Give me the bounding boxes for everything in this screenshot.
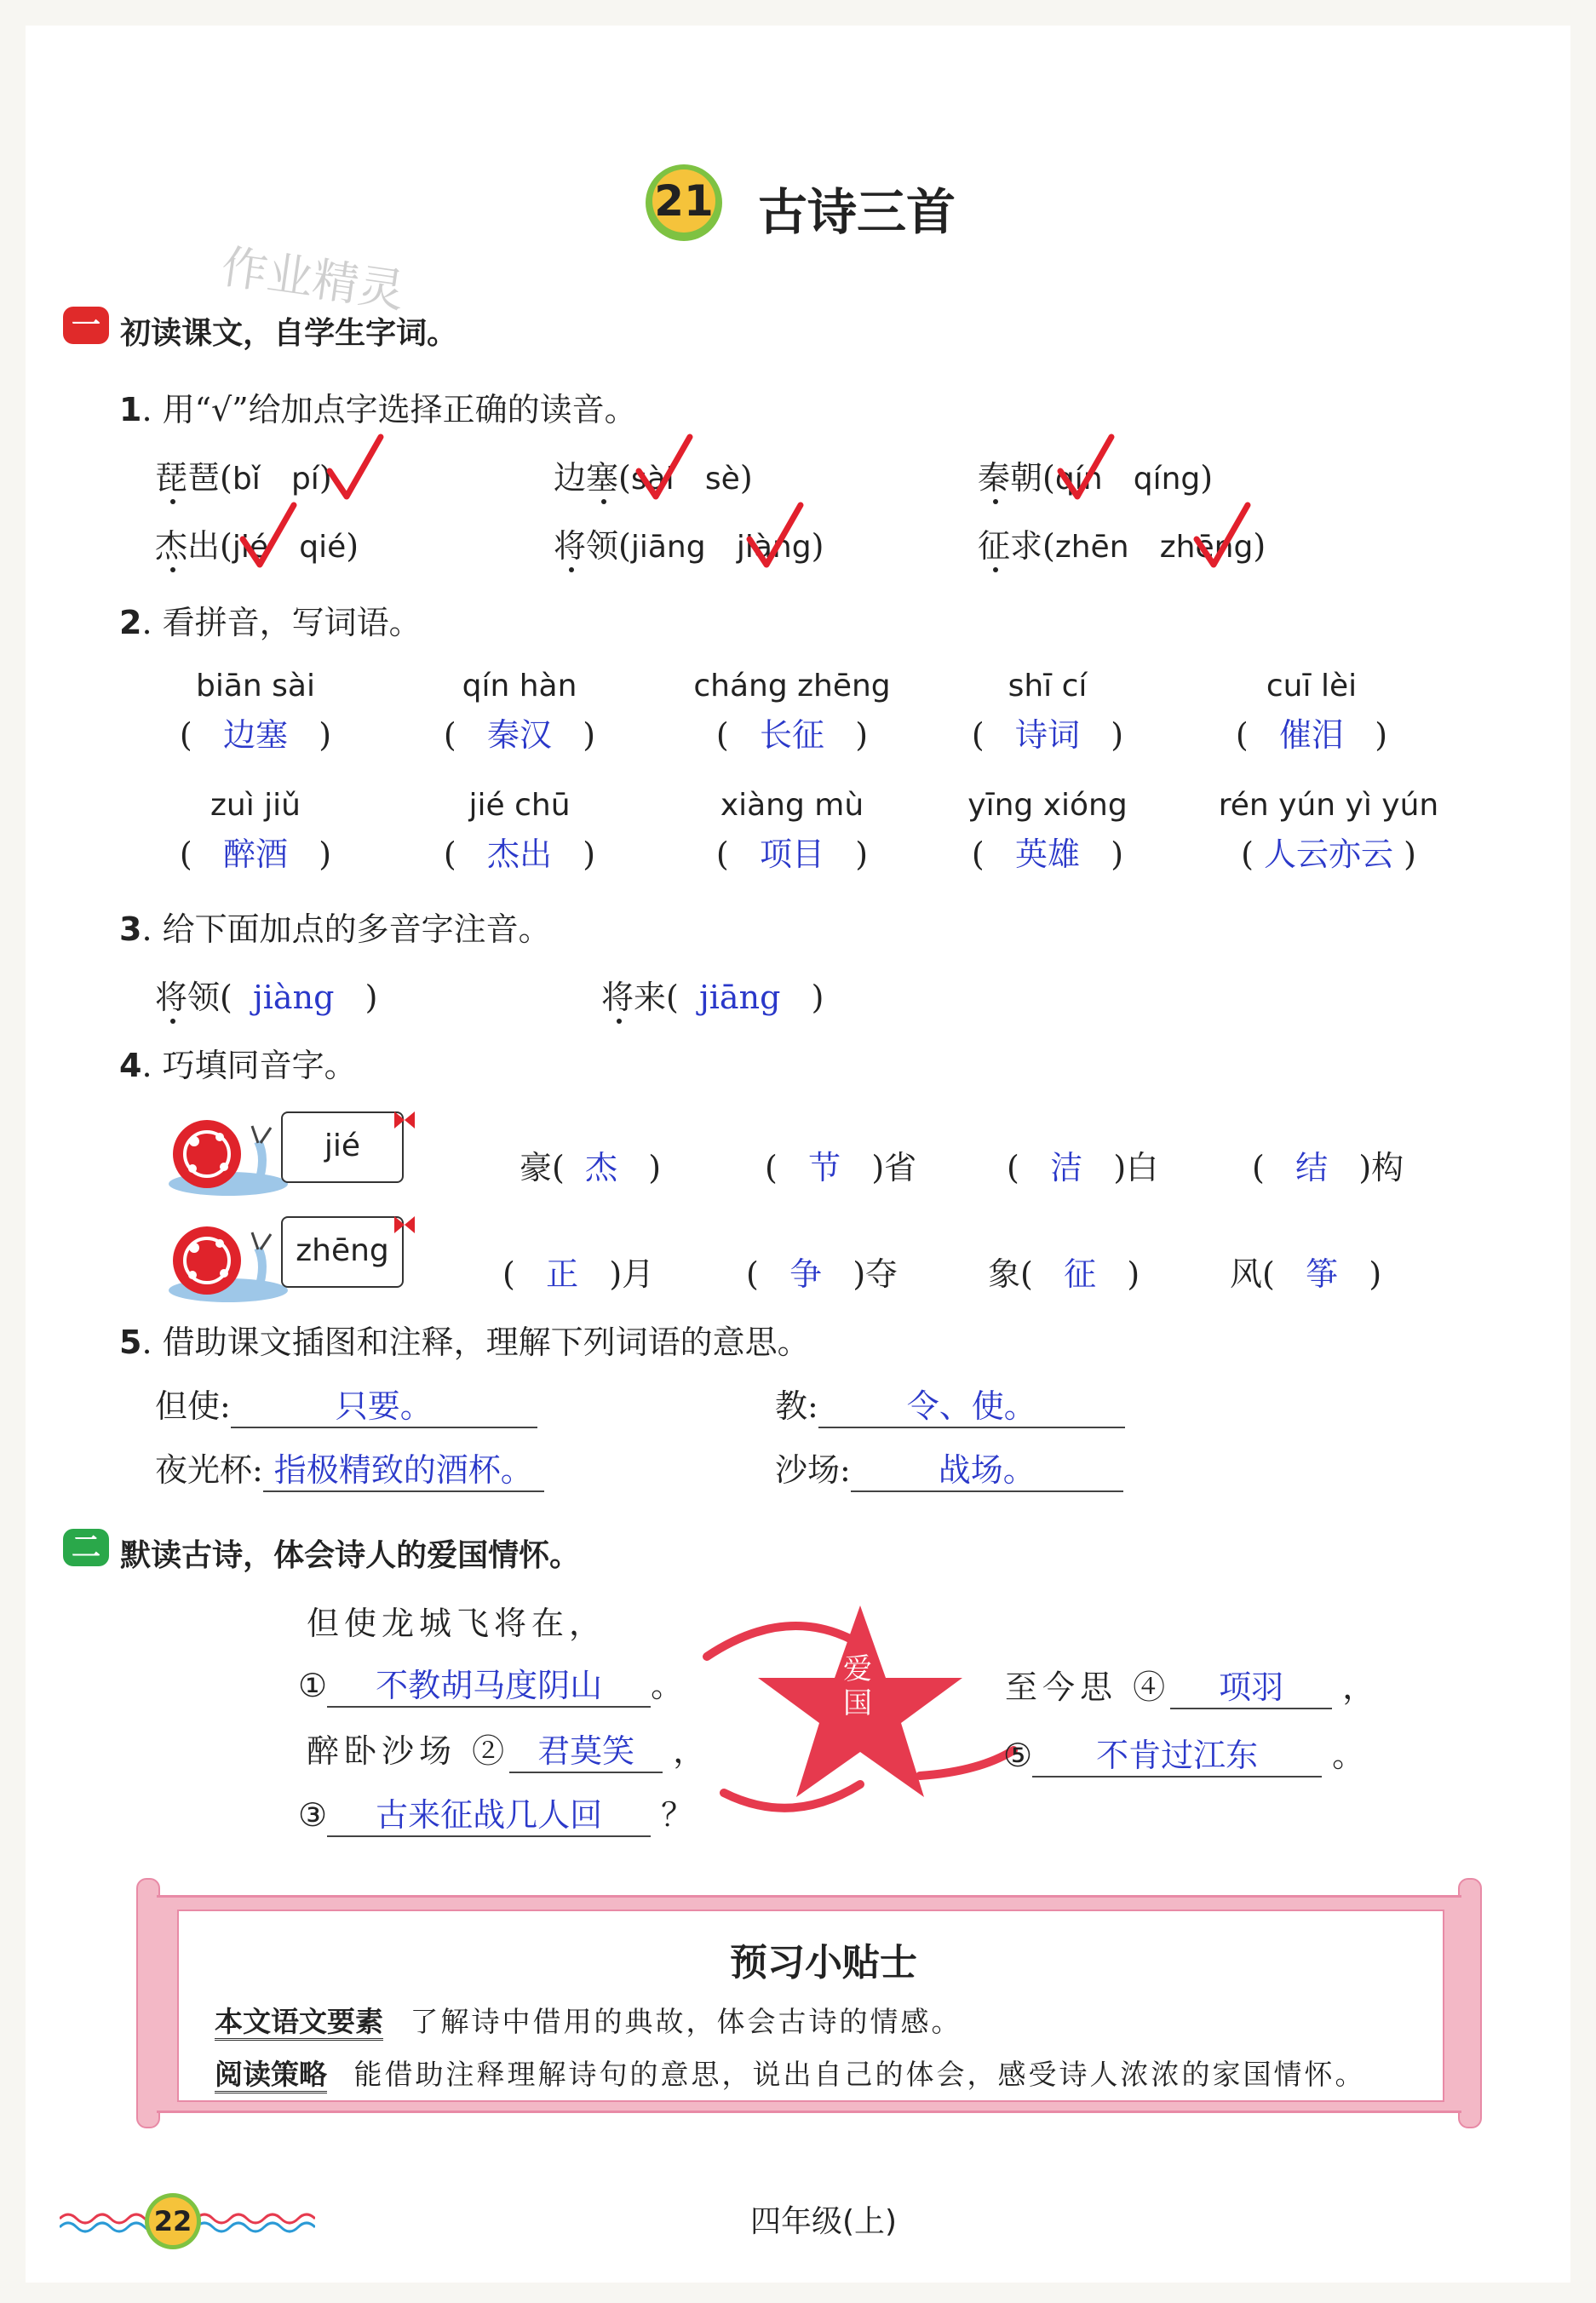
q4-post: )构 (1358, 1149, 1404, 1186)
poem-line-3 (298, 1789, 693, 1837)
q4-pre: 豪( (520, 1149, 565, 1186)
answer-field[interactable]: 杰 (585, 1149, 618, 1186)
check-mark-icon (238, 501, 298, 569)
poem-line-5 (1003, 1729, 1364, 1778)
q1-option[interactable]: qín (1054, 462, 1103, 497)
punctuation: ， (673, 1732, 706, 1770)
pinyin-label: zuì jiǔ (210, 788, 301, 823)
q4-post: )省 (871, 1149, 917, 1186)
q4-pre: ( (1252, 1149, 1265, 1186)
tips-text: 了解诗中借用的典故，体会古诗的情感。 (410, 2005, 962, 2038)
q2-cell: xiàng mù ( 项目 ) (681, 788, 903, 875)
q4-prompt (119, 1039, 357, 1086)
answer-field[interactable]: jiāng (699, 979, 781, 1016)
answer-field[interactable]: 边塞 (222, 716, 288, 754)
emphasis-dot (170, 1019, 175, 1024)
page (26, 26, 1570, 2283)
check-mark-icon (325, 433, 385, 501)
snail-icon (160, 1214, 288, 1307)
pinyin-label: rén yún yì yún (1218, 788, 1439, 823)
q3-text: . 给下面加点的多音字注音。 (141, 910, 551, 948)
q5-prompt (119, 1316, 810, 1363)
q1-option[interactable]: pí (290, 462, 319, 497)
q1-item-4: 杰出(jié qié) (155, 527, 359, 565)
q3-word: 将来( (601, 979, 679, 1016)
poem-line-0: 但使龙城飞将在， (307, 1605, 607, 1642)
answer-field[interactable]: 项羽 (1219, 1668, 1284, 1706)
answer-field[interactable]: 指极精致的酒杯。 (273, 1451, 533, 1489)
q5-item (155, 1444, 544, 1492)
q4-jie-item (1007, 1141, 1158, 1188)
jie-label: jié (324, 1129, 361, 1163)
check-mark-icon (1056, 433, 1116, 501)
q2-cell: cuī lèi ( 催泪 ) (1209, 669, 1414, 755)
grade-label: 四年级(上) (749, 2204, 898, 2239)
q5-label: 沙场: (775, 1451, 851, 1489)
section-2-title: 默读古诗，体会诗人的爱国情怀。 (120, 1538, 581, 1573)
q2-cell: zuì jiǔ ( 醉酒 ) (153, 788, 358, 875)
q5-label: 教: (775, 1387, 818, 1425)
section-2-header (63, 1529, 580, 1575)
q1-word: 征求 (978, 527, 1043, 565)
q4-zheng-item (988, 1248, 1140, 1295)
answer-field[interactable]: 不肯过江东 (1096, 1737, 1259, 1774)
q2-cell: cháng zhēng ( 长征 ) (681, 669, 903, 755)
emphasis-dot (617, 1019, 622, 1024)
q1-option[interactable]: bǐ (232, 462, 261, 497)
q5-label: 但使: (155, 1387, 231, 1425)
emphasis-dot (170, 567, 175, 572)
section-1-badge: 一 (63, 307, 109, 344)
q1-item-5: 将领(jiāng jiàng) (554, 527, 824, 565)
q1-word: 琵琶 (155, 459, 221, 497)
tips-row-2 (215, 2053, 1365, 2093)
q4-pre: 风( (1230, 1255, 1275, 1293)
poem-text: 醉卧沙场 ② (307, 1732, 510, 1770)
emphasis-dot (601, 499, 606, 504)
q1-word: 将领 (554, 527, 619, 565)
q1-word: 边塞 (554, 459, 619, 497)
zheng-label: zhēng (296, 1233, 389, 1268)
q1-option[interactable]: jiàng (736, 530, 812, 565)
emphasis-dot (569, 567, 574, 572)
tips-row-1 (215, 2000, 962, 2040)
q4-pre: ( (502, 1255, 515, 1293)
q3-item-1 (155, 971, 377, 1018)
answer-field[interactable]: 正 (546, 1255, 579, 1293)
q1-item-3: 秦朝(qín qíng) (978, 459, 1214, 497)
emphasis-dot (993, 567, 998, 572)
q1-option[interactable]: jiāng (630, 530, 706, 565)
q2-cell: rén yún yì yún ( 人云亦云 ) (1201, 788, 1456, 875)
q1-option[interactable]: zhēn (1054, 530, 1129, 565)
q1-item-2: 边塞(sài sè) (554, 459, 753, 497)
q5-item (775, 1380, 1125, 1428)
q4-pre: ( (746, 1255, 759, 1293)
poem-line-2 (307, 1725, 705, 1773)
q1-word: 杰出 (155, 527, 221, 565)
q1-word: 秦朝 (978, 459, 1043, 497)
q4-jie-item (520, 1141, 661, 1188)
q5-text: . 借助课文插图和注释，理解下列词语的意思。 (141, 1324, 810, 1361)
pinyin-label: qín hàn (462, 669, 577, 704)
poem-line-1 (298, 1659, 683, 1708)
q1-option[interactable]: qié (299, 530, 347, 565)
section-2-badge: 二 (63, 1529, 109, 1566)
answer-field[interactable]: 古来征战几人回 (376, 1796, 603, 1834)
pinyin-label: shī cí (1008, 669, 1088, 704)
pinyin-label: xiàng mù (720, 788, 864, 823)
q1-item-1: 琵琶(bǐ pí) (155, 459, 332, 497)
q4-pre: ( (765, 1149, 778, 1186)
blank-number: ⑤ (1003, 1737, 1033, 1774)
emphasis-dot (170, 499, 175, 504)
q5-item (775, 1444, 1123, 1492)
star-text: 爱国 (843, 1652, 872, 1720)
bow-icon (392, 1212, 417, 1238)
q3-close: ) (365, 979, 378, 1016)
answer-field[interactable]: 英雄 (1014, 836, 1080, 873)
jie-label-card (281, 1111, 404, 1183)
answer-field[interactable]: 醉酒 (222, 836, 288, 873)
emphasis-dot (993, 499, 998, 504)
check-mark-icon (634, 433, 694, 501)
q4-post: ) (1127, 1255, 1140, 1293)
q1-option[interactable]: qíng (1133, 462, 1201, 497)
snail-icon (160, 1107, 288, 1201)
bow-icon (392, 1107, 417, 1133)
q5-number: 5 (119, 1324, 142, 1361)
lesson-number-badge (646, 164, 722, 241)
answer-field[interactable]: 征 (1064, 1255, 1097, 1293)
q1-option[interactable]: sè (704, 462, 740, 497)
answer-field[interactable]: 争 (789, 1255, 823, 1293)
pinyin-label: biān sài (196, 669, 315, 704)
q4-post: )白 (1113, 1149, 1159, 1186)
section-1-title: 初读课文，自学生字词。 (120, 316, 458, 351)
q2-cell: biān sài ( 边塞 ) (153, 669, 358, 755)
q1-prompt (119, 383, 637, 430)
answer-field[interactable]: 战场。 (938, 1451, 1036, 1489)
answer-field[interactable]: 秦汉 (486, 716, 552, 754)
tips-title: 预习小贴士 (730, 1941, 917, 1984)
answer-field[interactable]: 不教胡马度阴山 (376, 1667, 603, 1704)
q2-text: . 看拼音，写词语。 (141, 604, 422, 641)
q2-cell: shī cí ( 诗词 ) (945, 669, 1150, 755)
answer-field[interactable]: 人云亦云 (1263, 836, 1393, 873)
q3-prompt (119, 903, 551, 950)
q4-zheng-item (746, 1248, 898, 1295)
answer-field[interactable]: jiàng (253, 979, 335, 1016)
q2-prompt (119, 596, 422, 643)
punctuation: ？ (661, 1796, 694, 1834)
answer-field[interactable]: 洁 (1050, 1149, 1083, 1186)
q5-item (155, 1380, 537, 1428)
pinyin-label: cháng zhēng (693, 669, 891, 704)
punctuation: 。 (651, 1667, 684, 1704)
answer-field[interactable]: 项目 (759, 836, 824, 873)
tips-label: 本文语文要素 (215, 2005, 383, 2041)
q3-word: 将领( (155, 979, 233, 1016)
q3-number: 3 (119, 910, 142, 948)
q2-cell: yīng xióng ( 英雄 ) (945, 788, 1150, 875)
lesson-number: 21 (654, 176, 714, 226)
answer-field[interactable]: 诗词 (1014, 716, 1080, 754)
answer-field[interactable]: 只要。 (335, 1387, 433, 1425)
answer-field[interactable]: 长征 (759, 716, 824, 754)
q3-item-2 (601, 971, 824, 1018)
q4-number: 4 (119, 1047, 142, 1084)
answer-field[interactable]: 杰出 (486, 836, 552, 873)
q2-cell: qín hàn ( 秦汉 ) (417, 669, 622, 755)
check-mark-icon (1192, 501, 1252, 569)
q1-item-6: 征求(zhēn zhēng) (978, 527, 1266, 565)
pinyin-label: jié chū (468, 788, 571, 823)
tips-text: 能借助注释理解诗句的意思，说出自己的体会，感受诗人浓浓的家国情怀。 (353, 2058, 1366, 2091)
q4-jie-item (765, 1141, 916, 1188)
q3-close: ) (811, 979, 824, 1016)
check-mark-icon (745, 501, 805, 569)
answer-field[interactable]: 筝 (1306, 1255, 1339, 1293)
answer-field[interactable]: 君莫笑 (537, 1732, 635, 1770)
tips-label: 阅读策略 (215, 2058, 327, 2093)
blank-number: ① (298, 1667, 328, 1704)
punctuation: ， (1342, 1668, 1375, 1706)
q1-text: . 用“√”给加点字选择正确的读音。 (141, 391, 637, 428)
q4-post: )月 (609, 1255, 655, 1293)
q4-post: )夺 (853, 1255, 898, 1293)
answer-field[interactable]: 催泪 (1278, 716, 1344, 754)
q1-option[interactable]: sài (630, 462, 675, 497)
page-number: 22 (153, 2205, 192, 2237)
blank-number: ③ (298, 1796, 328, 1834)
answer-field[interactable]: 节 (808, 1149, 841, 1186)
section-1-header (63, 307, 457, 353)
q4-pre: 象( (988, 1255, 1033, 1293)
q1-option[interactable]: jié (232, 530, 268, 565)
q5-label: 夜光杯: (155, 1451, 263, 1489)
q1-number: 1 (119, 391, 142, 428)
pinyin-label: yīng xióng (967, 788, 1128, 823)
q2-cell: jié chū ( 杰出 ) (417, 788, 622, 875)
q4-post: ) (648, 1149, 662, 1186)
q4-post: ) (1369, 1255, 1382, 1293)
q4-zheng-item (1230, 1248, 1381, 1295)
q4-zheng-item (502, 1248, 654, 1295)
lesson-title: 古诗三首 (758, 183, 956, 241)
q1-option[interactable]: zhēng (1159, 530, 1254, 565)
punctuation: 。 (1332, 1737, 1365, 1774)
q2-number: 2 (119, 604, 142, 641)
zheng-label-card (281, 1216, 404, 1288)
q4-pre: ( (1007, 1149, 1019, 1186)
answer-field[interactable]: 结 (1295, 1149, 1329, 1186)
q4-jie-item (1252, 1141, 1404, 1188)
q4-text: . 巧填同音字。 (141, 1047, 357, 1084)
answer-field[interactable]: 令、使。 (906, 1387, 1036, 1425)
pinyin-label: cuī lèi (1266, 669, 1358, 704)
poem-line-4 (1005, 1661, 1375, 1709)
watermark: 作业精灵 (218, 239, 408, 319)
poem-text: 至今思 ④ (1005, 1668, 1171, 1706)
